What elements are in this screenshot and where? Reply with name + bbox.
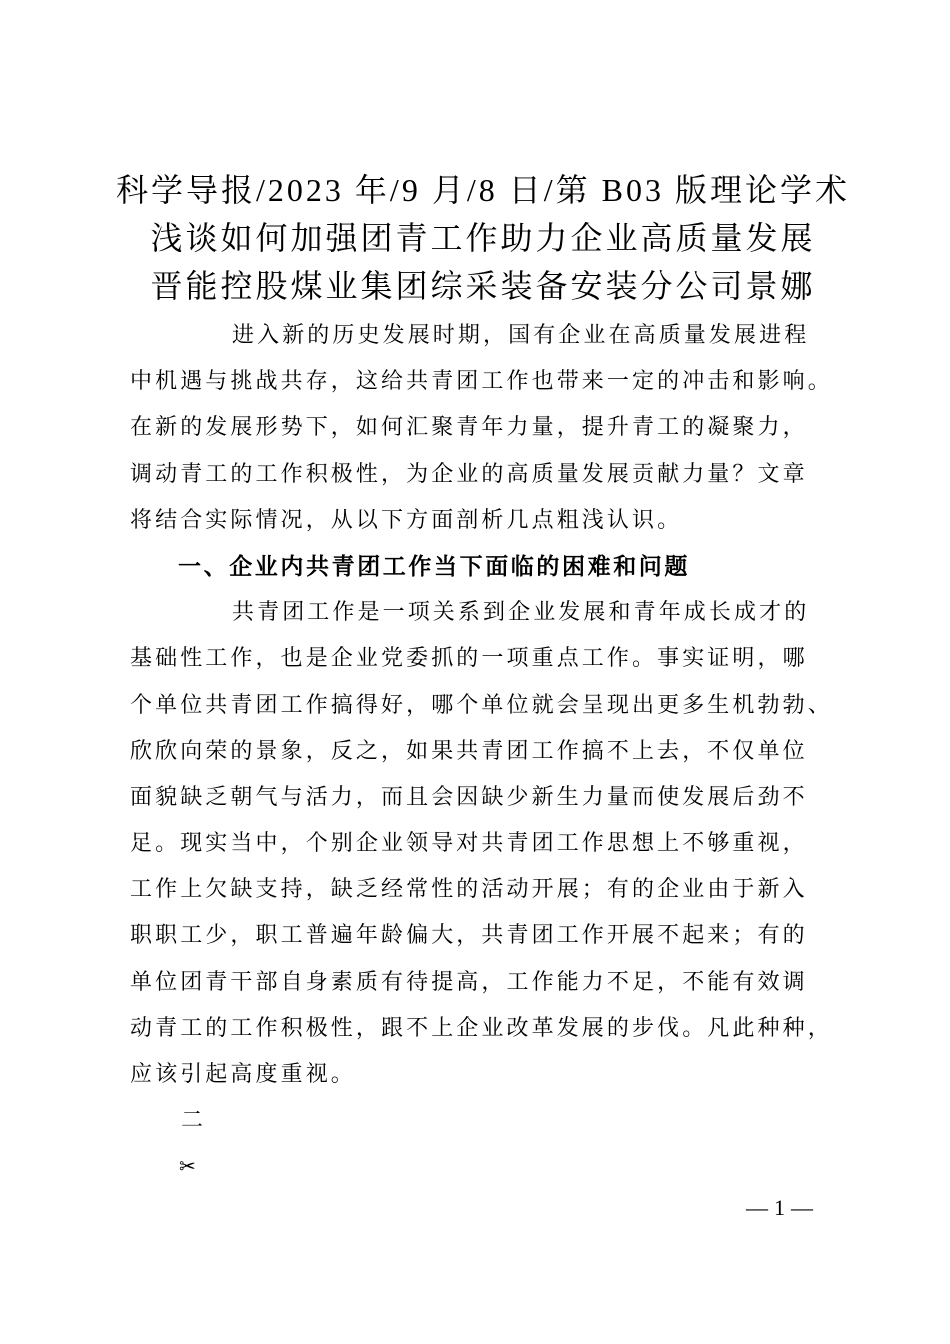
text-line: 基础性工作，也是企业党委抓的一项重点工作。事实证明，哪: [130, 645, 808, 671]
text-line: 共青团工作是一项关系到企业发展和青年成长成才的: [232, 599, 810, 625]
text-line: 单位团青干部自身素质有待提高，工作能力不足，不能有效调: [130, 968, 808, 994]
text-line: 中机遇与挑战共存，这给共青团工作也带来一定的冲击和影响。: [130, 368, 833, 394]
text-line: 在新的发展形势下，如何汇聚青年力量，提升青工的凝聚力，: [130, 414, 808, 440]
section-heading-1: 一、企业内共青团工作当下面临的困难和问题: [178, 552, 690, 579]
footer-dash-left: —: [746, 1195, 768, 1220]
text-line: 面貌缺乏朝气与活力，而且会因缺少新生力量而使发展后劲不: [130, 783, 808, 809]
text-line: 个单位共青团工作搞得好，哪个单位就会呈现出更多生机勃勃、: [130, 691, 833, 717]
title-line-source: 科学导报/2023 年/9 月/8 日/第 B03 版理论学术: [116, 172, 850, 208]
scissors-icon: ✂: [179, 1154, 199, 1179]
footer-dash-right: —: [791, 1195, 813, 1220]
title-line-article-title: 浅谈如何加强团青工作助力企业高质量发展: [150, 220, 816, 256]
paragraph-section-1: [130, 589, 850, 1097]
text-line: 足。现实当中，个别企业领导对共青团工作思想上不够重视，: [130, 830, 808, 856]
page-number-footer: [746, 1195, 813, 1221]
text-line: 欣欣向荣的景象，反之，如果共青团工作搞不上去，不仅单位: [130, 737, 808, 763]
text-line: 调动青工的工作积极性，为企业的高质量发展贡献力量？文章: [130, 460, 808, 486]
text-line: 职职工少，职工普遍年龄偏大，共青团工作开展不起来；有的: [130, 922, 808, 948]
text-line: 进入新的历史发展时期，国有企业在高质量发展进程: [232, 322, 810, 347]
paragraph-intro: [130, 312, 850, 543]
document-body: [130, 312, 850, 1190]
text-line: 工作上欠缺支持，缺乏经常性的活动开展；有的企业由于新入: [130, 876, 808, 902]
section-heading-2: 二: [181, 1107, 206, 1133]
title-line-author: 晋能控股煤业集团综采装备安装分公司景娜: [150, 268, 816, 304]
page-number: 1: [774, 1195, 785, 1220]
document-title: [8, 166, 950, 310]
text-line: 应该引起高度重视。: [130, 1061, 356, 1086]
text-line: 动青工的工作积极性，跟不上企业改革发展的步伐。凡此种种，: [130, 1014, 833, 1040]
text-line: 将结合实际情况，从以下方面剖析几点粗浅认识。: [130, 506, 683, 532]
